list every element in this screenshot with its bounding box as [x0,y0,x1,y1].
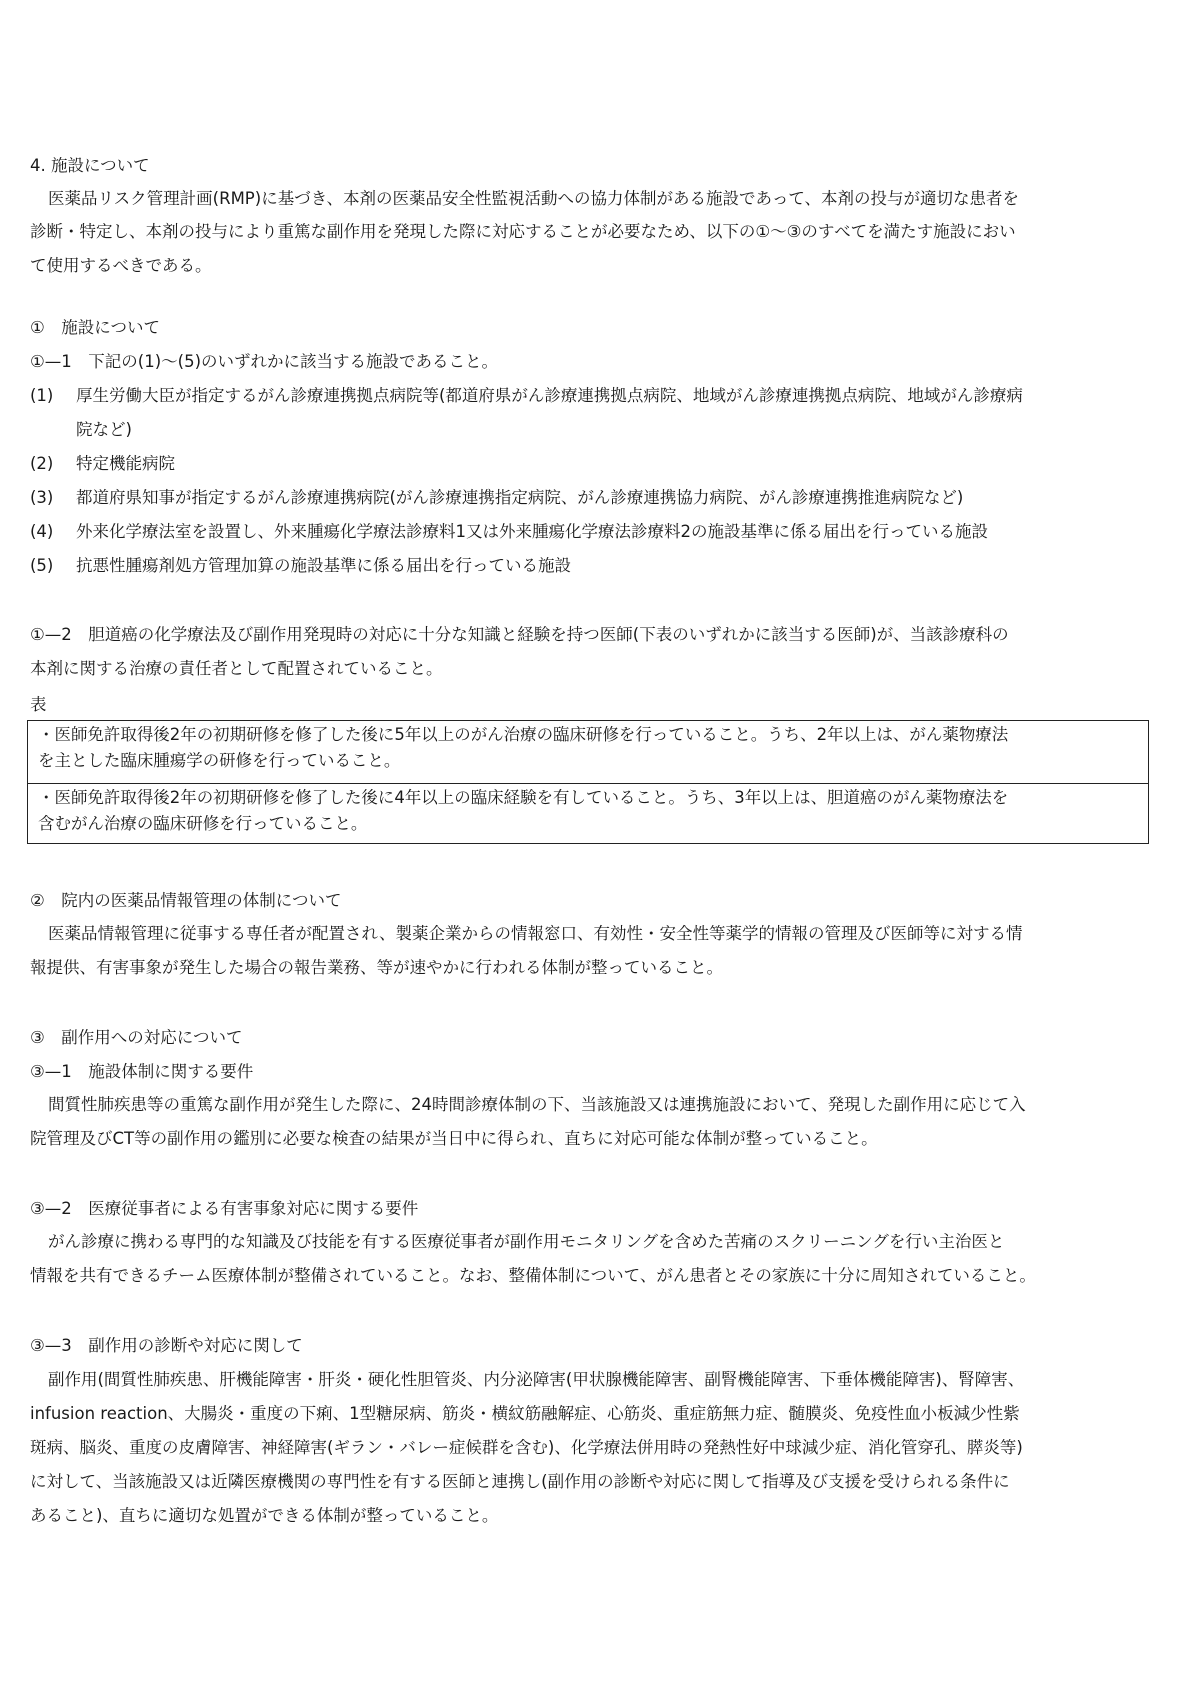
table-cell-line: ・医師免許取得後2年の初期研修を修了した後に5年以上のがん治療の臨床研修を行っていること。うち、2年以上は、がん薬物療法 [38,725,1009,744]
item-number: (3) [30,488,54,507]
part3-sub3-line-3: 斑病、脳炎、重度の皮膚障害、神経障害(ギラン・バレー症候群を含む)、化学療法併用時の発熱性好中球減少症、消化管穿孔、膵炎等) [30,1438,1023,1457]
part3-sub2-heading: ③—2 医療従事者による有害事象対応に関する要件 [30,1199,419,1218]
intro-line-1: 医薬品リスク管理計画(RMP)に基づき、本剤の医薬品安全性監視活動への協力体制がある施設であって、本剤の投与が適切な患者を [48,189,1020,208]
table-cell-line: 含むがん治療の臨床研修を行っていること。 [38,814,368,833]
intro-line-3: て使用するべきである。 [30,256,212,275]
part2-body-line-2: 報提供、有害事象が発生した場合の報告業務、等が速やかに行われる体制が整っていること。 [30,958,723,977]
item-text: 厚生労働大臣が指定するがん診療連携拠点病院等(都道府県がん診療連携拠点病院、地域がん診療連携拠点病院、地域がん診療病 [76,386,1023,405]
part1-sub2-line-2: 本剤に関する治療の責任者として配置されていること。 [30,659,443,678]
item-text: 都道府県知事が指定するがん診療連携病院(がん診療連携指定病院、がん診療連携協力病院、がん診療連携推進病院など) [76,488,964,507]
part3-sub3-heading: ③—3 副作用の診断や対応に関して [30,1336,303,1355]
table-row [28,721,1148,783]
section-heading: 4. 施設について [30,156,150,175]
part3-sub3-line-2: infusion reaction、大腸炎・重度の下痢、1型糖尿病、筋炎・横紋筋融解症、心筋炎、重症筋無力症、髄膜炎、免疫性血小板減少性紫 [30,1404,1020,1423]
item-text: 特定機能病院 [76,454,175,473]
document-page [30,0,1150,1695]
table-cell-line: を主とした臨床腫瘍学の研修を行っていること。 [38,751,401,770]
part2-heading: ② 院内の医薬品情報管理の体制について [30,891,342,910]
item-number: (5) [30,556,54,575]
item-number: (2) [30,454,54,473]
table-label: 表 [30,695,47,714]
part2-body-line-1: 医薬品情報管理に従事する専任者が配置され、製薬企業からの情報窓口、有効性・安全性等薬学的情報の管理及び医師等に対する情 [48,924,1023,943]
part1-sub2-line-1: ①—2 胆道癌の化学療法及び副作用発現時の対応に十分な知識と経験を持つ医師(下表のいずれかに該当する医師)が、当該診療科の [30,625,1009,644]
part3-sub1-line-1: 間質性肺疾患等の重篤な副作用が発生した際に、24時間診療体制の下、当該施設又は連携施設において、発現した副作用に応じて入 [48,1095,1026,1114]
table-cell-line: ・医師免許取得後2年の初期研修を修了した後に4年以上の臨床経験を有していること。うち、3年以上は、胆道癌のがん薬物療法を [38,788,1009,807]
item-text: 院など) [76,420,132,439]
part3-sub3-line-5: あること)、直ちに適切な処置ができる体制が整っていること。 [30,1506,499,1525]
item-number: (4) [30,522,54,541]
intro-line-2: 診断・特定し、本剤の投与により重篤な副作用を発現した際に対応することが必要なため、以下の①〜③のすべてを満たす施設におい [30,222,1016,241]
part3-sub2-line-1: がん診療に携わる専門的な知識及び技能を有する医療従事者が副作用モニタリングを含めた苦痛のスクリーニングを行い主治医と [48,1232,1005,1251]
table-row [28,783,1148,843]
part1-heading: ① 施設について [30,318,160,337]
part3-sub1-line-2: 院管理及びCT等の副作用の鑑別に必要な検査の結果が当日中に得られ、直ちに対応可能な体制が整っていること。 [30,1129,878,1148]
part1-sub1-heading: ①—1 下記の(1)〜(5)のいずれかに該当する施設であること。 [30,352,499,371]
requirements-table [27,720,1149,844]
item-text: 外来化学療法室を設置し、外来腫瘍化学療法診療料1又は外来腫瘍化学療法診療料2の施設基準に係る届出を行っている施設 [76,522,988,541]
part3-sub1-heading: ③—1 施設体制に関する要件 [30,1062,254,1081]
item-number: (1) [30,386,54,405]
part3-sub2-line-2: 情報を共有できるチーム医療体制が整備されていること。なお、整備体制について、がん患者とその家族に十分に周知されていること。 [30,1266,1036,1285]
part3-heading: ③ 副作用への対応について [30,1028,243,1047]
part3-sub3-line-4: に対して、当該施設又は近隣医療機関の専門性を有する医師と連携し(副作用の診断や対応に関して指導及び支援を受けられる条件に [30,1472,1010,1491]
part3-sub3-line-1: 副作用(間質性肺疾患、肝機能障害・肝炎・硬化性胆管炎、内分泌障害(甲状腺機能障害、副腎機能障害、下垂体機能障害)、腎障害、 [48,1370,1025,1389]
item-text: 抗悪性腫瘍剤処方管理加算の施設基準に係る届出を行っている施設 [76,556,571,575]
